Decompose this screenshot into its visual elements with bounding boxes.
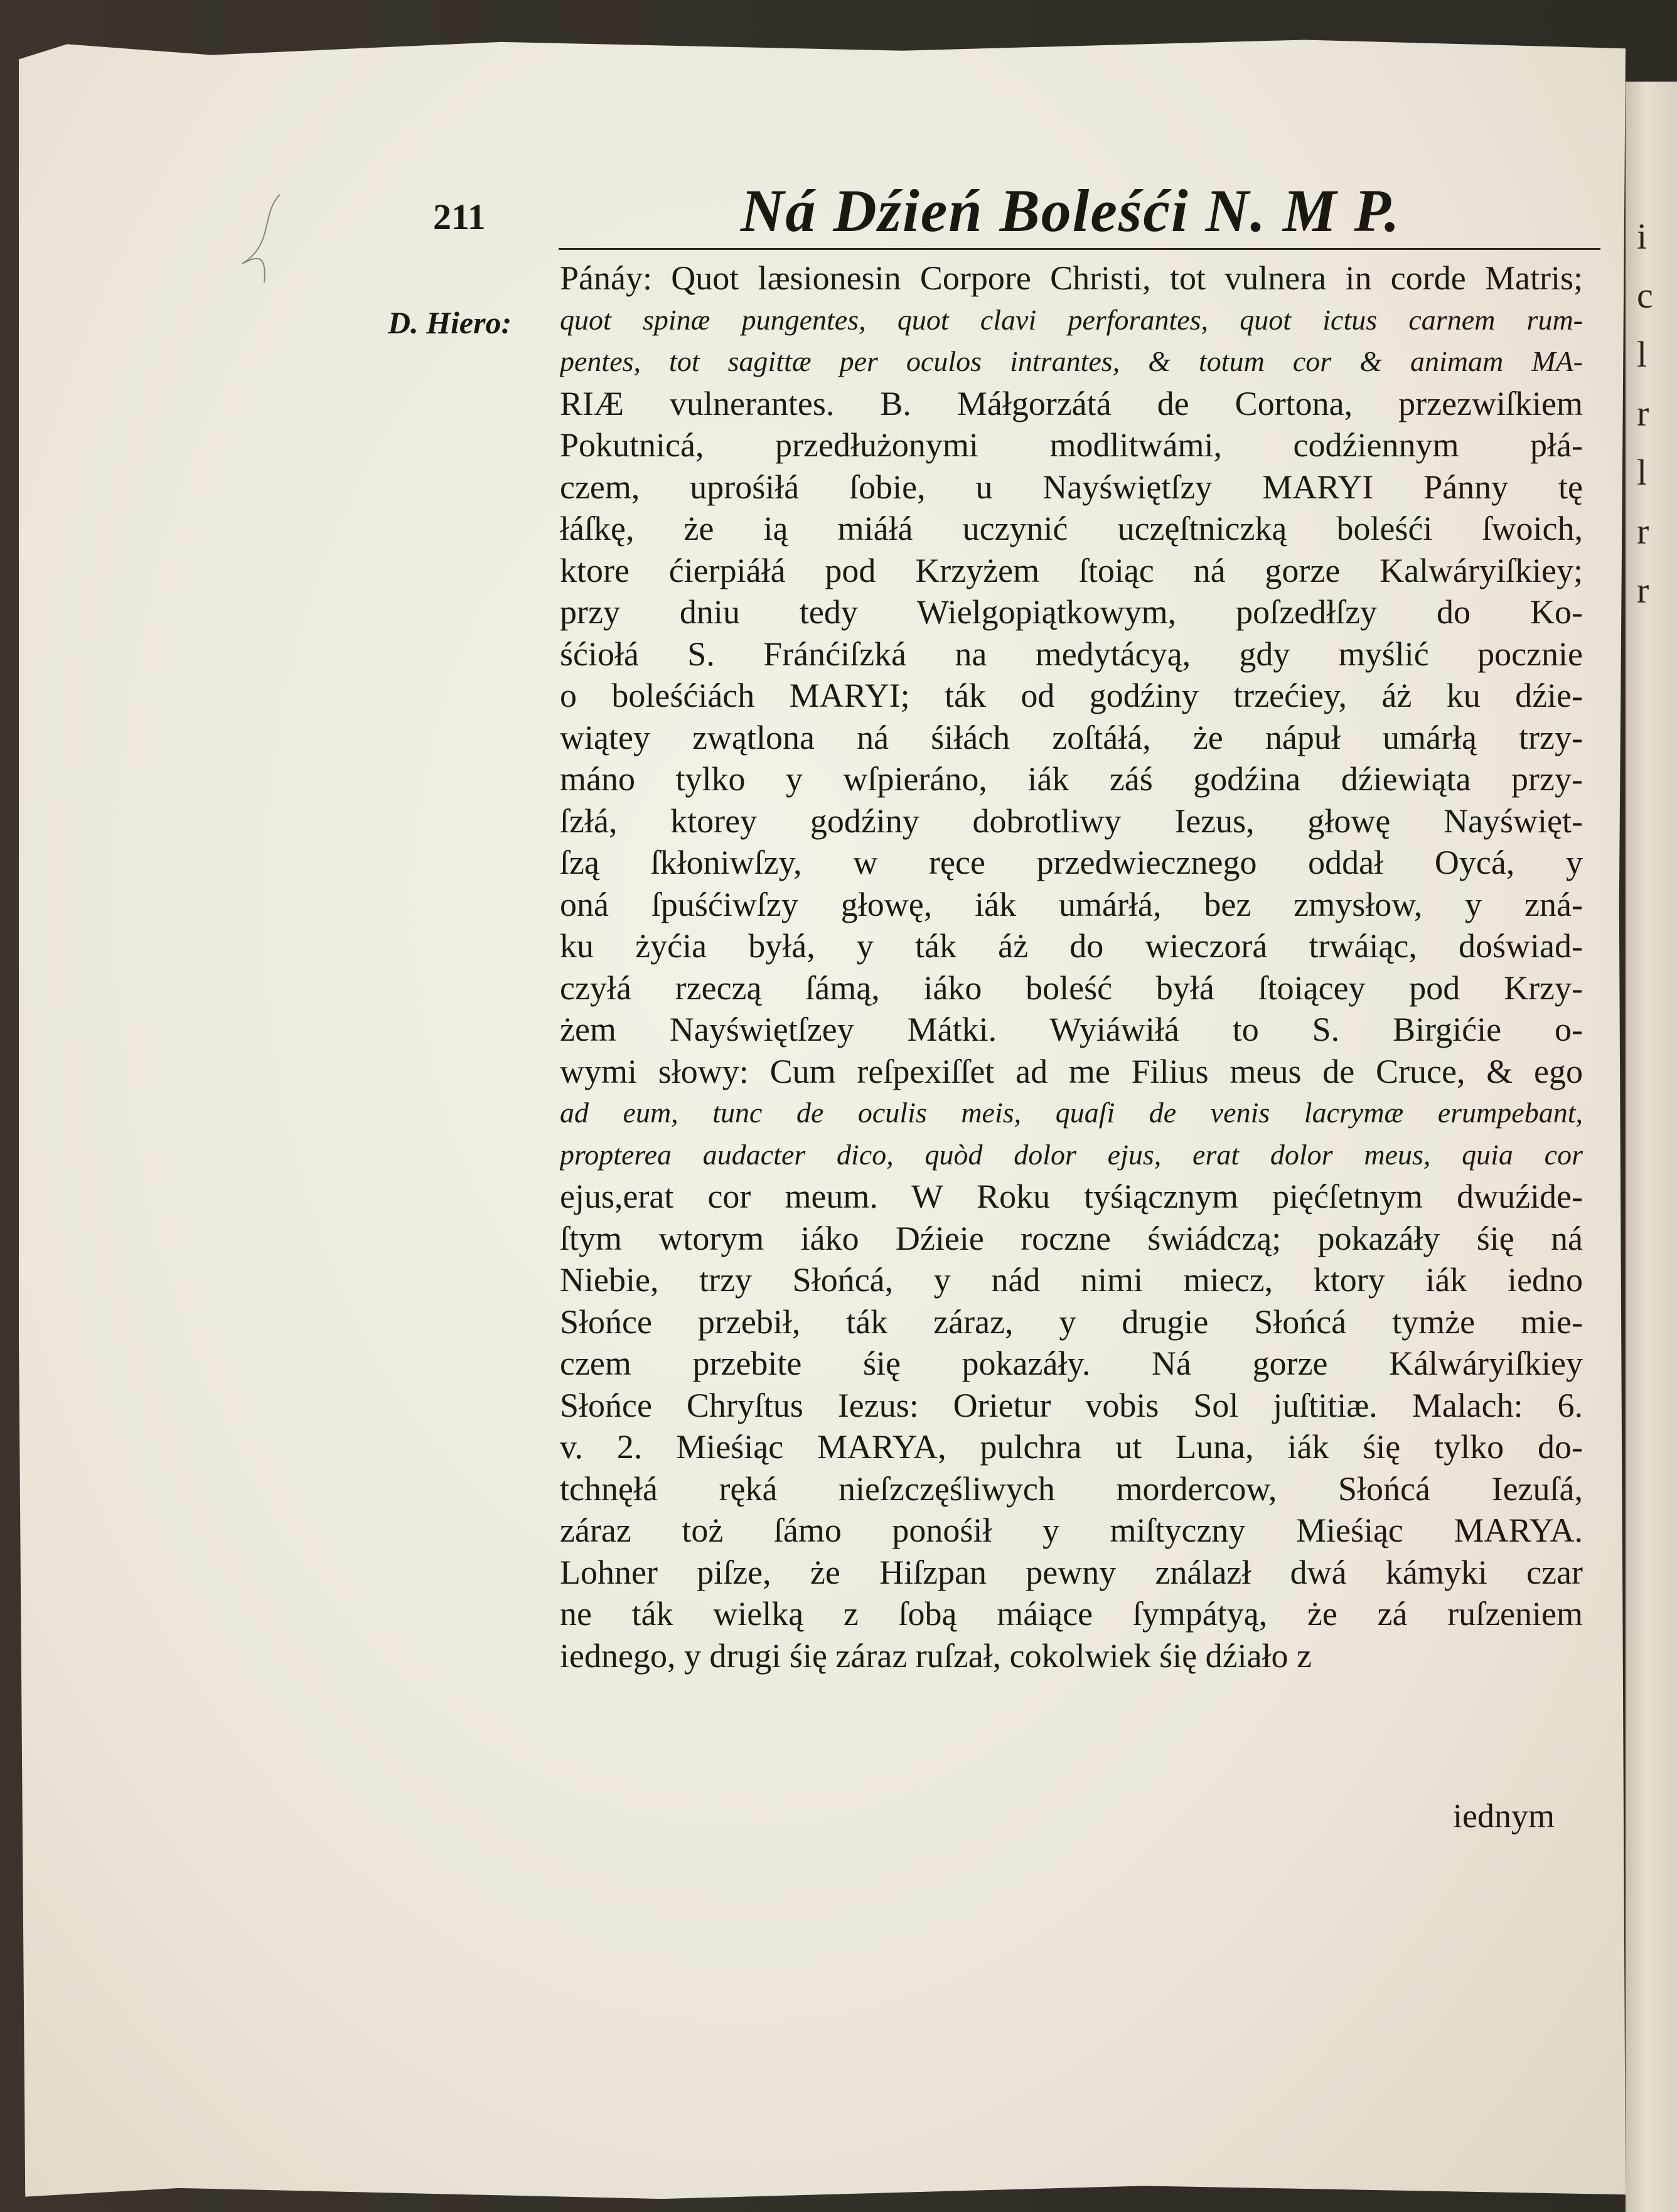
text-line: pentes, tot sagittæ per oculos intrantes, & totum cor & animam MA- (560, 345, 1583, 377)
next-page-fragments (1637, 207, 1674, 620)
text-line: Pokutnicá, przedłużonymi modlitwámi, codźiennym płá- (560, 426, 1583, 464)
text-line: ne ták wielką z ſobą máiące ſympátyą, że zá ruſzeniem (560, 1595, 1583, 1633)
pencil-mark (236, 188, 286, 289)
text-line: łáſkę, że ią miáłá uczynić uczęſtniczką boleśći ſwoich, (560, 510, 1583, 547)
text-line: czyłá rzeczą ſámą, iáko boleść byłá ſtoiącey pod Krzy- (560, 969, 1583, 1007)
text-line: Słońce przebił, ták záraz, y drugie Słońcá tymże mie- (560, 1302, 1583, 1341)
text-line: ad eum, tunc de oculis meis, quaſi de venis lacrymæ erumpebant, (560, 1097, 1583, 1129)
text-line: czem, uprośiłá ſobie, u Nayświętſzy MARYI Pánny tę (560, 468, 1583, 506)
text-line: iednego, y drugi śię záraz ruſzał, cokolwiek śię dźiało z (560, 1636, 1312, 1675)
text-line: ſtym wtorym iáko Dźieie roczne świádczą; pokazáły śię ná (560, 1219, 1583, 1257)
text-line: śćiołá S. Fránćiſzká na medytácyą, gdy myślić pocznie (560, 635, 1583, 673)
text-line: ſzą ſkłoniwſzy, w ręce przedwiecznego oddał Oycá, y (560, 844, 1583, 881)
text-line: RIÆ vulnerantes. B. Máłgorzátá de Cortona, przezwiſkiem (560, 384, 1583, 422)
header-rule (559, 248, 1600, 250)
text-line: przy dniu tedy Wielgopiątkowym, poſzedłſzy do Ko- (560, 593, 1583, 631)
next-page-fragment: r (1637, 570, 1649, 611)
text-line: Pánáy: Quot læsionesin Corpore Christi, tot vulnera in corde Matris; (560, 259, 1583, 297)
next-page-fragment: c (1637, 275, 1653, 316)
page-number: 211 (433, 196, 486, 237)
text-line: o boleśćiách MARYI; ták od godźiny trzećiey, áż ku dźie- (560, 677, 1583, 714)
body-text (560, 257, 1583, 1677)
running-head: Ná Dźień Boleśći N. M P. (741, 177, 1401, 244)
text-line: v. 2. Mieśiąc MARYA, pulchra ut Luna, iák śię tylko do- (560, 1428, 1583, 1466)
text-line: czem przebite śię pokazáły. Ná gorze Kálwáryiſkiey (560, 1345, 1583, 1382)
text-line: ku żyćia byłá, y ták áż do wieczorá trwáiąc, doświad- (560, 927, 1583, 965)
catchword: iednym (1453, 1797, 1555, 1835)
text-line: ſzłá, ktorey godźiny dobrotliwy Iezus, głowę Nayświęt- (560, 802, 1583, 840)
text-line: tchnęłá ręká nieſzczęśliwych mordercow, Słońcá Iezuſá, (560, 1469, 1583, 1508)
text-line: Słońce Chryſtus Iezus: Orietur vobis Sol juſtitiæ. Malach: 6. (560, 1386, 1583, 1424)
text-line: wymi słowy: Cum reſpexiſſet ad me Filius meus de Cruce, & ego (560, 1052, 1583, 1090)
text-line: máno tylko y wſpieráno, iák záś godźina dźiewiąta przy- (560, 760, 1583, 798)
text-line: ejus,erat cor meum. W Roku tyśiącznym pięćſetnym dwuźide- (560, 1178, 1583, 1215)
text-line: Lohner piſze, że Hiſzpan pewny ználazł dwá kámyki czar (560, 1553, 1583, 1591)
text-line: quot spinæ pungentes, quot clavi perforantes, quot ictus carnem rum- (560, 303, 1583, 336)
text-line: ktore ćierpiáłá pod Krzyżem ſtoiąc ná gorze Kalwáryiſkiey; (560, 551, 1583, 589)
text-line: oná ſpuśćiwſzy głowę, iák umárłá, bez zmysłow, y zná- (560, 885, 1583, 923)
next-page-fragment: l (1637, 452, 1648, 493)
margin-note: D. Hiero: (388, 305, 512, 340)
text-line: żem Nayświętſzey Mátki. Wyiáwiłá to S. Birgićie o- (560, 1011, 1583, 1048)
next-page-fragment: i (1637, 216, 1648, 257)
next-page-fragment: r (1637, 393, 1649, 434)
text-line: Niebie, trzy Słońcá, y nád nimi miecz, ktory iák iedno (560, 1261, 1583, 1299)
text-line: záraz toż ſámo ponośił y miſtyczny Mieśiąc MARYA. (560, 1511, 1583, 1549)
text-line: wiątey zwątlona ná śiłách zoſtáłá, że nápuł umárłą trzy- (560, 718, 1583, 756)
next-page-fragment: l (1637, 334, 1648, 375)
next-page-fragment: r (1637, 511, 1649, 552)
text-line: propterea audacter dico, quòd dolor ejus, erat dolor meus, quia cor (560, 1138, 1583, 1171)
